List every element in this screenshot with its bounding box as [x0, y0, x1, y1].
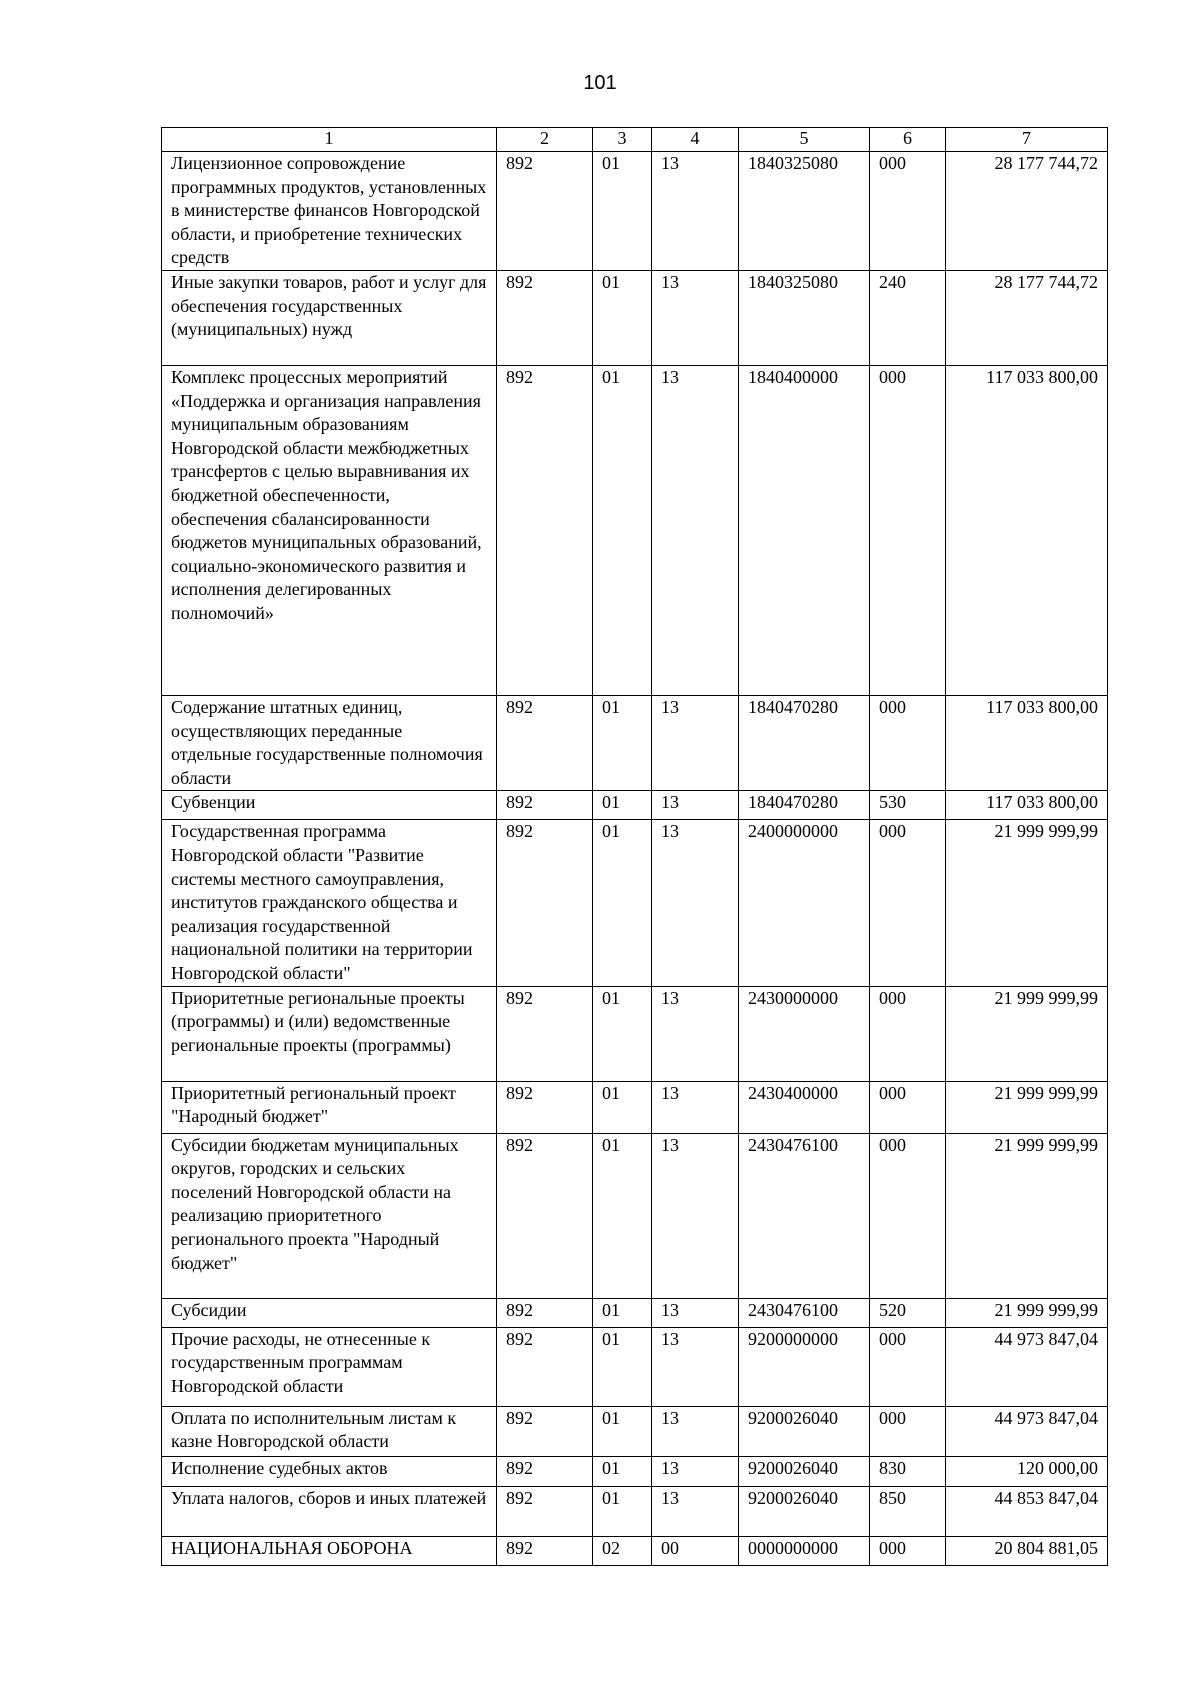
table-row	[162, 1406, 1108, 1456]
column-header: 6	[870, 128, 946, 152]
cell-col2: 892	[497, 1456, 593, 1486]
cell-col4: 13	[652, 1327, 739, 1406]
cell-col4: 13	[652, 1406, 739, 1456]
cell-col3: 01	[593, 1298, 652, 1327]
cell-col2: 892	[497, 1327, 593, 1406]
table-row	[162, 271, 1108, 366]
cell-col2: 892	[497, 1133, 593, 1298]
table-row	[162, 791, 1108, 820]
cell-col6: 000	[870, 696, 946, 791]
cell-col3: 01	[593, 791, 652, 820]
table-row	[162, 820, 1108, 986]
cell-col3: 01	[593, 1456, 652, 1486]
column-header: 1	[162, 128, 497, 152]
row-description: Приоритетный региональный проект "Народный бюджет"	[162, 1081, 497, 1133]
cell-col6: 000	[870, 1133, 946, 1298]
cell-col3: 01	[593, 820, 652, 986]
row-description: Исполнение судебных актов	[162, 1456, 497, 1486]
cell-col3: 01	[593, 696, 652, 791]
cell-col3: 02	[593, 1536, 652, 1565]
cell-col5: 2430476100	[739, 1133, 870, 1298]
column-header: 3	[593, 128, 652, 152]
row-description: Уплата налогов, сборов и иных платежей	[162, 1486, 497, 1536]
cell-amount: 117 033 800,00	[946, 791, 1108, 820]
cell-col4: 13	[652, 1081, 739, 1133]
cell-col4: 13	[652, 1456, 739, 1486]
column-header: 7	[946, 128, 1108, 152]
table-row	[162, 1133, 1108, 1298]
cell-amount: 120 000,00	[946, 1456, 1108, 1486]
budget-table	[161, 127, 1108, 1566]
cell-col4: 13	[652, 986, 739, 1081]
table-row	[162, 1327, 1108, 1406]
table-row	[162, 696, 1108, 791]
row-description: НАЦИОНАЛЬНАЯ ОБОРОНА	[162, 1536, 497, 1565]
cell-col4: 13	[652, 1298, 739, 1327]
cell-col3: 01	[593, 1486, 652, 1536]
cell-col5: 9200026040	[739, 1406, 870, 1456]
cell-amount: 21 999 999,99	[946, 1133, 1108, 1298]
table-row	[162, 986, 1108, 1081]
table-row	[162, 366, 1108, 696]
cell-amount: 21 999 999,99	[946, 820, 1108, 986]
row-description: Субсидии бюджетам муниципальных округов, городских и сельских поселений Новгородской области на реализацию приоритетного регионального проекта "Народный бюджет"	[162, 1133, 497, 1298]
cell-col2: 892	[497, 152, 593, 271]
row-description: Лицензионное сопровождение программных продуктов, установленных в министерстве финансов Новгородской области, и приобретение технических средств	[162, 152, 497, 271]
cell-amount: 28 177 744,72	[946, 152, 1108, 271]
cell-col2: 892	[497, 820, 593, 986]
cell-col6: 520	[870, 1298, 946, 1327]
table-row	[162, 1486, 1108, 1536]
row-description: Содержание штатных единиц, осуществляющих переданные отдельные государственные полномочия области	[162, 696, 497, 791]
row-description: Государственная программа Новгородской области "Развитие системы местного самоуправления, институтов гражданского общества и реализация государственной национальной политики на территории Новгородской области"	[162, 820, 497, 986]
cell-col5: 9200026040	[739, 1456, 870, 1486]
cell-amount: 44 973 847,04	[946, 1327, 1108, 1406]
column-header: 2	[497, 128, 593, 152]
row-description: Комплекс процессных мероприятий «Поддержка и организация направления муниципальным образованиям Новгородской области межбюджетных трансфертов с целью выравнивания их бюджетной обеспеченности, обеспечения сбалансированности бюджетов муниципальных образований, социально-экономического развития и исполнения делегированных полномочий»	[162, 366, 497, 696]
cell-col6: 000	[870, 1081, 946, 1133]
table-row	[162, 152, 1108, 271]
cell-col5: 2400000000	[739, 820, 870, 986]
row-description: Оплата по исполнительным листам к казне Новгородской области	[162, 1406, 497, 1456]
cell-col4: 13	[652, 366, 739, 696]
cell-col6: 000	[870, 820, 946, 986]
cell-col6: 000	[870, 366, 946, 696]
cell-col2: 892	[497, 1536, 593, 1565]
cell-col5: 9200026040	[739, 1486, 870, 1536]
cell-col4: 13	[652, 1133, 739, 1298]
cell-col5: 0000000000	[739, 1536, 870, 1565]
cell-col2: 892	[497, 271, 593, 366]
row-description: Прочие расходы, не отнесенные к государственным программам Новгородской области	[162, 1327, 497, 1406]
cell-amount: 21 999 999,99	[946, 1298, 1108, 1327]
cell-col4: 13	[652, 152, 739, 271]
cell-col6: 240	[870, 271, 946, 366]
cell-col5: 9200000000	[739, 1327, 870, 1406]
cell-col3: 01	[593, 1327, 652, 1406]
cell-col6: 000	[870, 1327, 946, 1406]
cell-col2: 892	[497, 696, 593, 791]
cell-col5: 2430476100	[739, 1298, 870, 1327]
cell-amount: 117 033 800,00	[946, 696, 1108, 791]
cell-col2: 892	[497, 1406, 593, 1456]
row-description: Субсидии	[162, 1298, 497, 1327]
table-row	[162, 1298, 1108, 1327]
row-description: Приоритетные региональные проекты (программы) и (или) ведомственные региональные проекты (программы)	[162, 986, 497, 1081]
cell-col5: 1840325080	[739, 271, 870, 366]
cell-col4: 00	[652, 1536, 739, 1565]
cell-col3: 01	[593, 1133, 652, 1298]
cell-col4: 13	[652, 271, 739, 366]
table-row	[162, 1536, 1108, 1565]
cell-col3: 01	[593, 986, 652, 1081]
cell-amount: 44 853 847,04	[946, 1486, 1108, 1536]
cell-col6: 000	[870, 152, 946, 271]
row-description: Иные закупки товаров, работ и услуг для обеспечения государственных (муниципальных) нужд	[162, 271, 497, 366]
cell-col2: 892	[497, 1298, 593, 1327]
cell-col2: 892	[497, 791, 593, 820]
cell-col5: 1840400000	[739, 366, 870, 696]
cell-col2: 892	[497, 1486, 593, 1536]
cell-amount: 20 804 881,05	[946, 1536, 1108, 1565]
cell-col5: 2430400000	[739, 1081, 870, 1133]
cell-amount: 21 999 999,99	[946, 986, 1108, 1081]
cell-col2: 892	[497, 986, 593, 1081]
cell-col4: 13	[652, 696, 739, 791]
cell-col4: 13	[652, 820, 739, 986]
cell-col6: 530	[870, 791, 946, 820]
cell-col5: 1840470280	[739, 696, 870, 791]
cell-amount: 44 973 847,04	[946, 1406, 1108, 1456]
cell-col6: 000	[870, 1406, 946, 1456]
column-header: 4	[652, 128, 739, 152]
cell-amount: 28 177 744,72	[946, 271, 1108, 366]
cell-amount: 117 033 800,00	[946, 366, 1108, 696]
cell-col6: 000	[870, 986, 946, 1081]
page-number: 101	[583, 72, 617, 94]
cell-col3: 01	[593, 1081, 652, 1133]
column-header: 5	[739, 128, 870, 152]
cell-amount: 21 999 999,99	[946, 1081, 1108, 1133]
table-row	[162, 1456, 1108, 1486]
cell-col4: 13	[652, 791, 739, 820]
cell-col5: 2430000000	[739, 986, 870, 1081]
cell-col2: 892	[497, 366, 593, 696]
cell-col2: 892	[497, 1081, 593, 1133]
cell-col4: 13	[652, 1486, 739, 1536]
table-row	[162, 1081, 1108, 1133]
cell-col5: 1840470280	[739, 791, 870, 820]
cell-col6: 000	[870, 1536, 946, 1565]
cell-col6: 830	[870, 1456, 946, 1486]
cell-col3: 01	[593, 271, 652, 366]
cell-col3: 01	[593, 366, 652, 696]
table-header-row	[162, 128, 1108, 152]
cell-col5: 1840325080	[739, 152, 870, 271]
cell-col3: 01	[593, 1406, 652, 1456]
row-description: Субвенции	[162, 791, 497, 820]
cell-col3: 01	[593, 152, 652, 271]
cell-col6: 850	[870, 1486, 946, 1536]
